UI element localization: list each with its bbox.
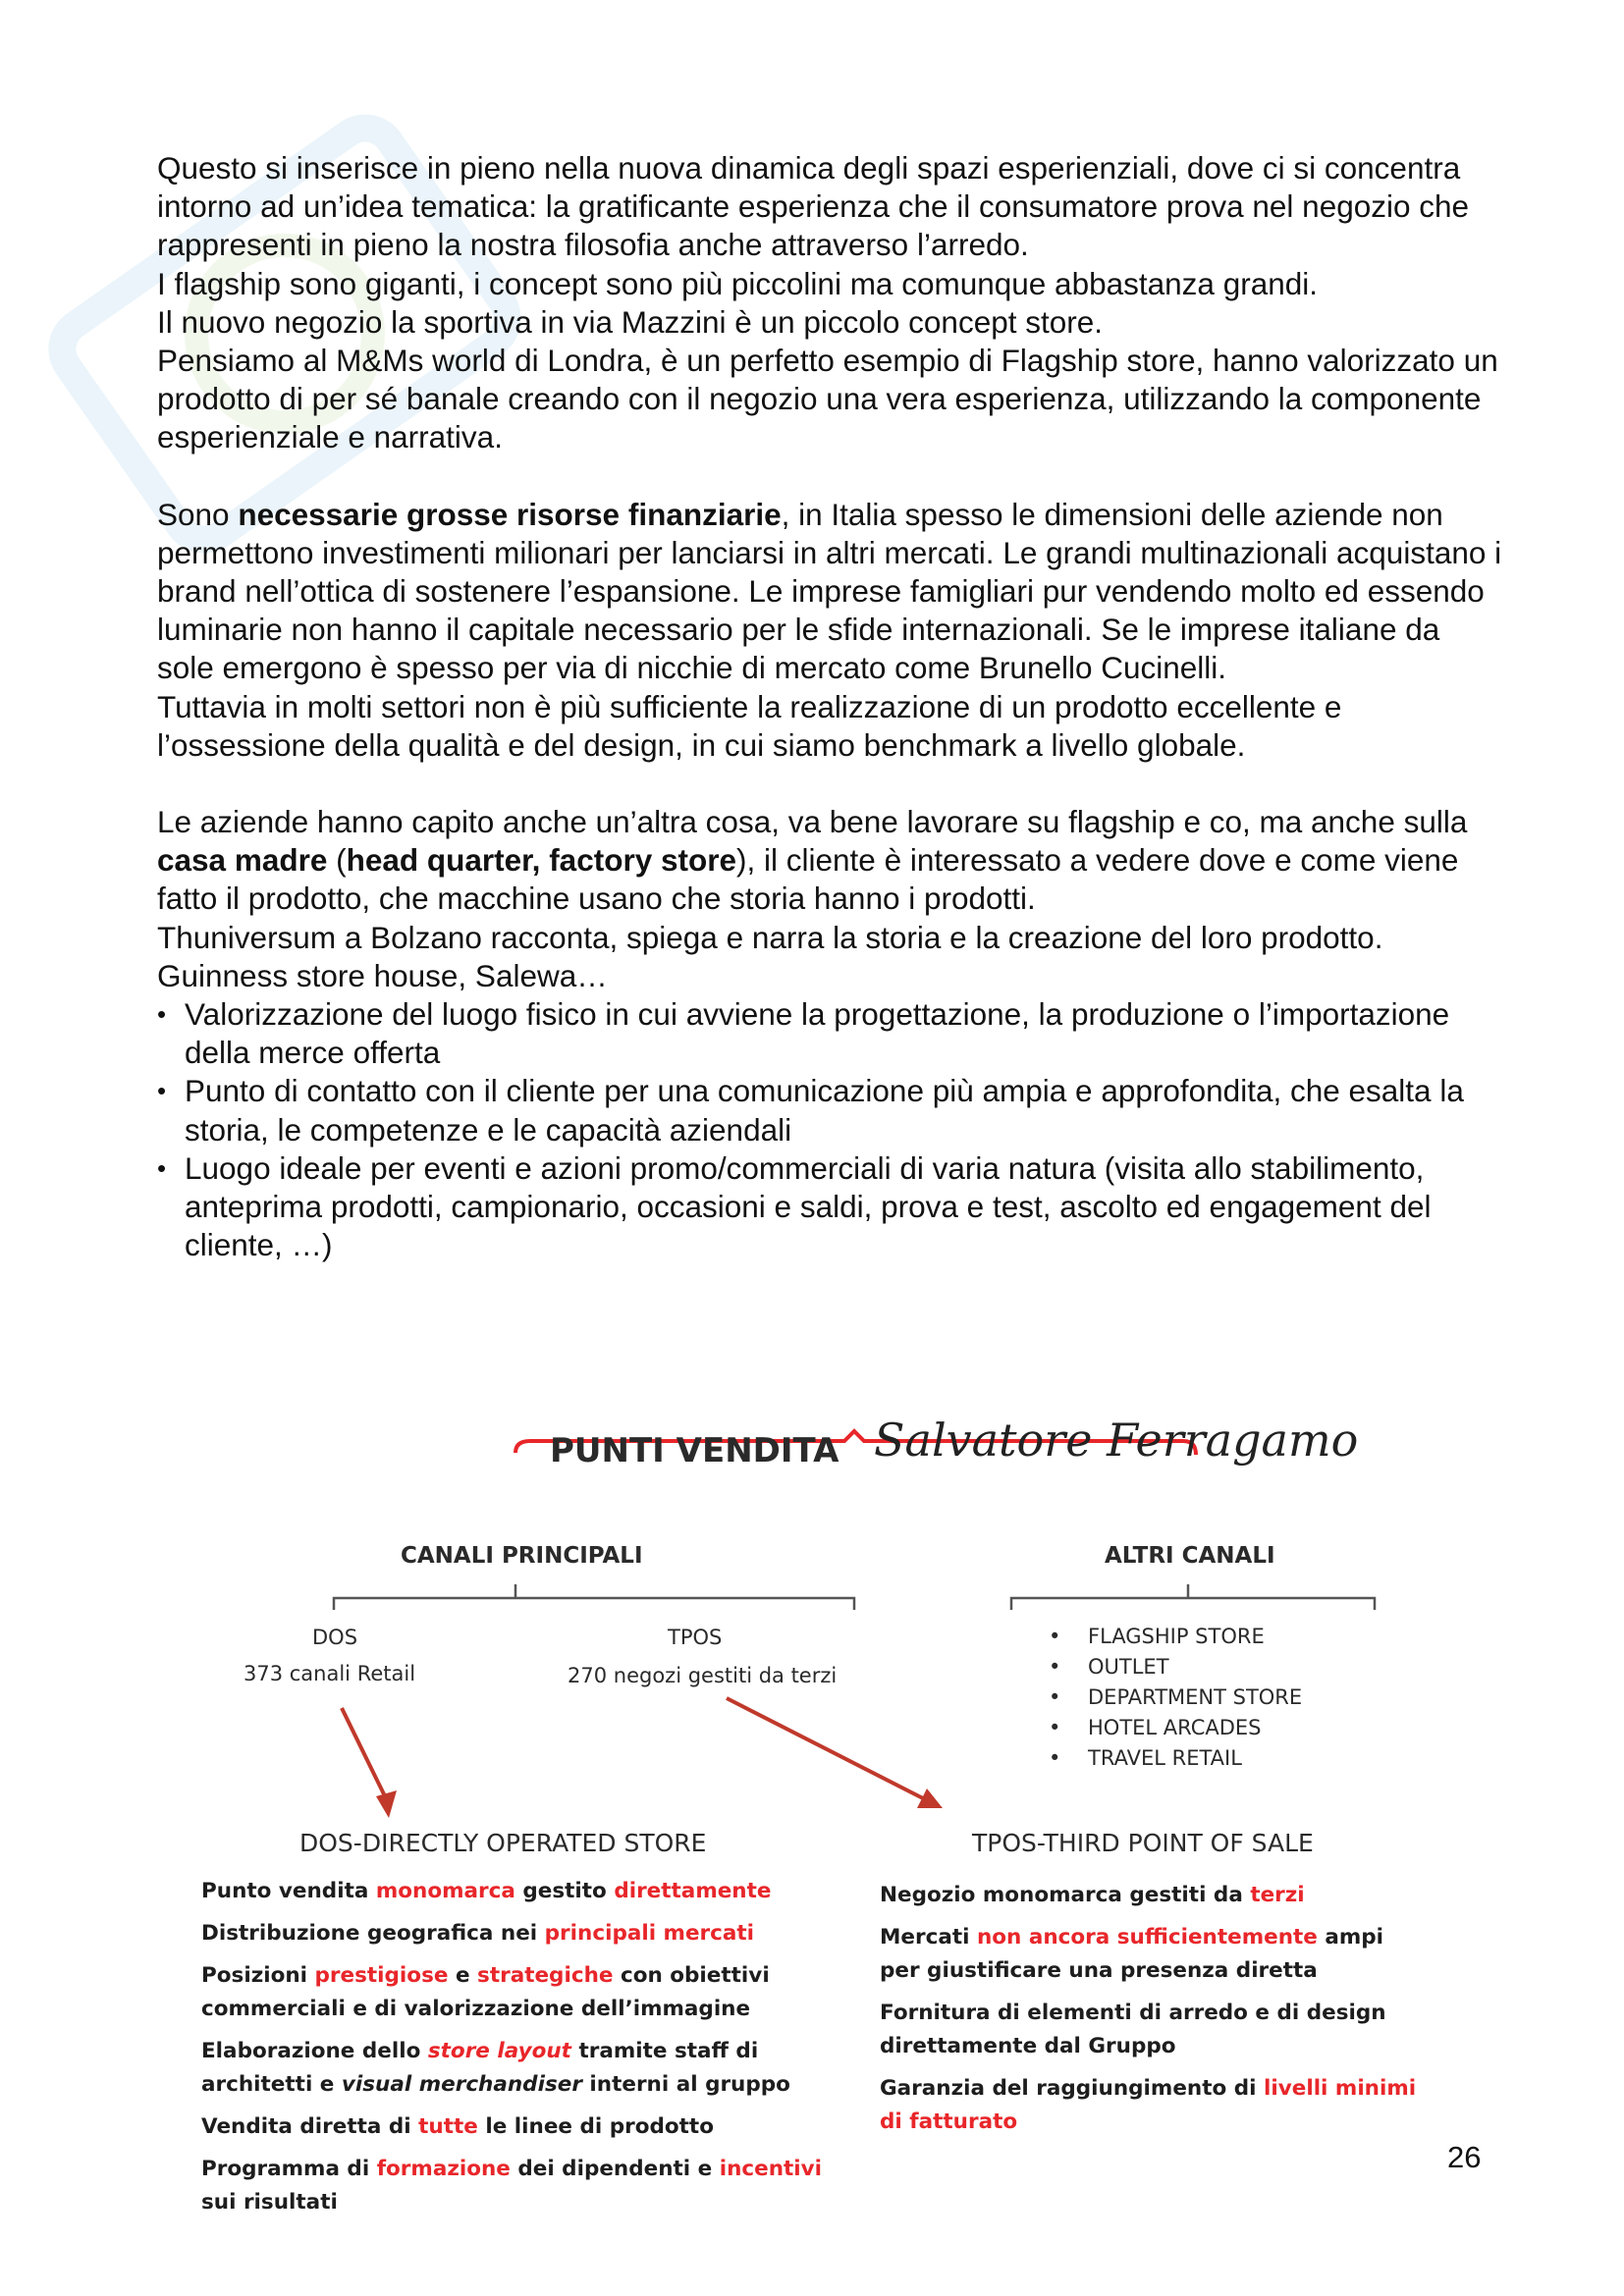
dos-point-1: Punto vendita monomarca gestito direttamente bbox=[201, 1879, 772, 1903]
tpos-point-2: Mercati non ancora sufficientemente ampi per giustificare una presenza diretta bbox=[880, 1925, 1384, 1983]
brand-logo: Salvatore Ferragamo bbox=[874, 1414, 1359, 1467]
dos-point-3: Posizioni prestigiose e strategiche con obiettivi commerciali e di valorizzazione dell’immagine bbox=[201, 1963, 770, 2021]
tpos-label: TPOS bbox=[668, 1626, 723, 1649]
dos-label: DOS bbox=[312, 1626, 358, 1649]
list-item: • DEPARTMENT STORE bbox=[1049, 1682, 1302, 1713]
paragraph-1b: I flagship sono giganti, i concept sono più piccolini ma comunque abbastanza grandi. bbox=[157, 265, 1319, 301]
list-item: • FLAGSHIP STORE bbox=[1049, 1622, 1302, 1652]
dos-detail: 373 canali Retail bbox=[244, 1662, 416, 1685]
dos-point-2: Distribuzione geografica nei principali mercati bbox=[201, 1921, 755, 1946]
paragraph-3: Le aziende hanno capito anche un’altra cosa, va bene lavorare su flagship e co, ma anche sulla casa madre (head quarter, factory store), il cliente è interessato a vedere dove e come viene fatto il prodotto, che macchine usano che storia hanno i prodotti. bbox=[157, 804, 1468, 917]
paragraph-1c: Il nuovo negozio la sportiva in via Mazzini è un piccolo concept store. bbox=[157, 303, 1104, 340]
main-channels-bracket bbox=[334, 1584, 854, 1610]
paragraph-3b: Thuniversum a Bolzano racconta, spiega e narra la storia e la creazione del loro prodotto. bbox=[157, 919, 1383, 955]
tpos-title: TPOS-THIRD POINT OF SALE bbox=[972, 1829, 1314, 1857]
dos-title: DOS-DIRECTLY OPERATED STORE bbox=[299, 1829, 707, 1857]
paragraph-2: Sono necessarie grosse risorse finanziarie, in Italia spesso le dimensioni delle aziende non permettono investimenti milionari per lanciarsi in altri mercati. Le grandi multinazionali acquistano i brand nell’ottica di sostenere l’espansione. Le imprese famigliari pur vendendo molto ed essendo luminarie non hanno il capitale necessario per le sfide internazionali. Se le imprese italiane da sole emergono è spesso per via di nicchie di mercato come Brunello Cucinelli. bbox=[157, 496, 1502, 686]
bullet-list bbox=[157, 995, 1502, 1264]
tpos-point-3: Fornitura di elementi di arredo e di design direttamente dal Gruppo bbox=[880, 2001, 1386, 2058]
tpos-point-1: Negozio monomarca gestiti da terzi bbox=[880, 1883, 1305, 1907]
tpos-points bbox=[880, 1879, 1430, 2148]
points-of-sale-diagram bbox=[0, 1374, 1624, 2258]
body-text bbox=[157, 149, 1502, 1264]
list-item: • Luogo ideale per eventi e azioni promo/commerciali di varia natura (visita allo stabilimento, anteprima prodotti, campionario, occasioni e saldi, prova e test, ascolto ed engagement del cliente, …) bbox=[157, 1149, 1502, 1265]
list-item: • OUTLET bbox=[1049, 1652, 1302, 1682]
dos-arrow bbox=[342, 1708, 389, 1804]
paragraph-1d: Pensiamo al M&Ms world di Londra, è un perfetto esempio di Flagship store, hanno valorizzato un prodotto di per sé banale creando con il negozio una vera esperienza, utilizzando la componente esperienziale e narrativa. bbox=[157, 343, 1498, 455]
tpos-point-4: Garanzia del raggiungimento di livelli minimi di fatturato bbox=[880, 2076, 1417, 2134]
dos-point-6: Programma di formazione dei dipendenti e incentivi sui risultati bbox=[201, 2157, 823, 2215]
other-channels-heading: ALTRI CANALI bbox=[1105, 1543, 1275, 1569]
list-item: • Punto di contatto con il cliente per una comunicazione più ampia e approfondita, che esalta la storia, le competenze e le capacità aziendali bbox=[157, 1072, 1502, 1148]
dos-point-4: Elaborazione dello store layout tramite staff di architetti e visual merchandiser interni al gruppo bbox=[201, 2039, 790, 2097]
diagram-title: PUNTI VENDITA bbox=[550, 1431, 839, 1470]
other-channels-list bbox=[1049, 1622, 1302, 1774]
list-item: • TRAVEL RETAIL bbox=[1049, 1743, 1302, 1774]
dos-points bbox=[201, 1875, 849, 2228]
dos-point-5: Vendita diretta di tutte le linee di prodotto bbox=[201, 2114, 714, 2139]
other-channels-bracket bbox=[1011, 1584, 1375, 1610]
dos-arrowhead bbox=[376, 1790, 397, 1818]
list-item: • Valorizzazione del luogo fisico in cui avviene la progettazione, la produzione o l’importazione della merce offerta bbox=[157, 995, 1502, 1072]
paragraph-2b: Tuttavia in molti settori non è più sufficiente la realizzazione di un prodotto eccellente e l’ossessione della qualità e del design, in cui siamo benchmark a livello globale. bbox=[157, 688, 1342, 763]
paragraph-3c: Guinness store house, Salewa… bbox=[157, 957, 608, 993]
tpos-detail: 270 negozi gestiti da terzi bbox=[568, 1664, 838, 1687]
paragraph-1a: Questo si inserisce in pieno nella nuova dinamica degli spazi esperienziali, dove ci si concentra intorno ad un’idea tematica: la gratificante esperienza che il consumatore prova nel negozio che rappresenti in pieno la nostra filosofia anche attraverso l’arredo. bbox=[157, 150, 1470, 263]
main-channels-heading: CANALI PRINCIPALI bbox=[401, 1543, 643, 1569]
tpos-arrow bbox=[727, 1698, 923, 1798]
page-number: 26 bbox=[1447, 2140, 1482, 2174]
list-item: • HOTEL ARCADES bbox=[1049, 1713, 1302, 1743]
